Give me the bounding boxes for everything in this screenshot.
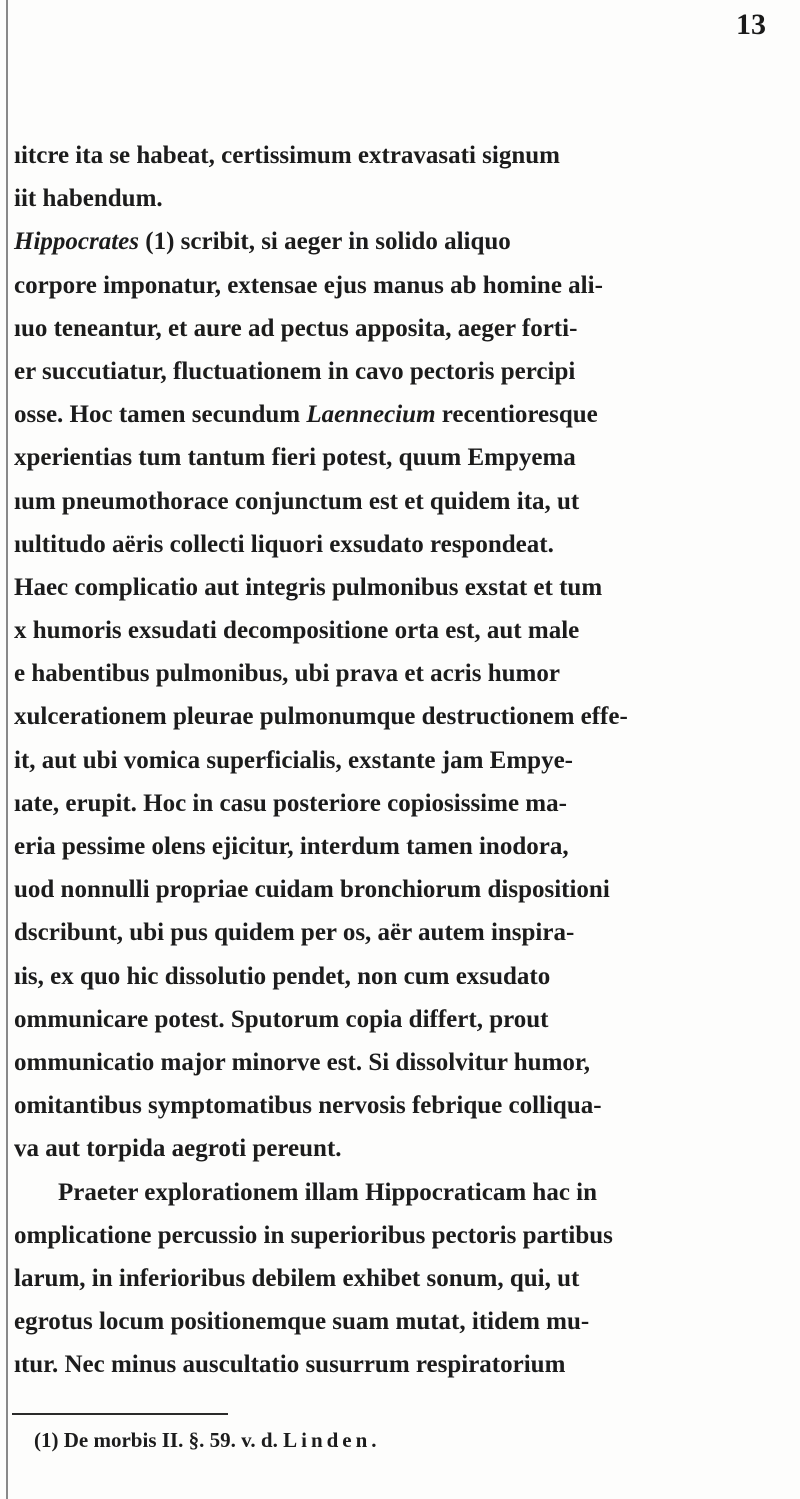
footnote-marker: (1) <box>34 1428 59 1452</box>
text-line: er succutiatur, fluctuationem in cavo pectoris percipi <box>14 357 576 385</box>
text-line: va aut torpida aegroti pereunt. <box>14 1135 342 1163</box>
text-line: it, aut ubi vomica superficialis, exstante jam Empye- <box>14 746 573 774</box>
page-edge-line <box>6 0 8 1499</box>
text-line: xperientias tum tantum fieri potest, quum Empyema <box>14 444 576 472</box>
text-line: ıis, ex quo hic dissolutio pendet, non cum exsudato <box>14 962 551 990</box>
text-line: omitantibus symptomatibus nervosis febrique colliqua- <box>14 1092 602 1120</box>
text-segment: (1) scribit, si aeger in solido aliquo <box>139 228 511 256</box>
footnote-rule <box>12 1413 228 1415</box>
text-line: ıultitudo aëris collecti liquori exsudato respondeat. <box>14 530 554 558</box>
text-line: corpore imponatur, extensae ejus manus ab homine ali- <box>14 271 603 299</box>
text-line: larum, in inferioribus debilem exhibet sonum, qui, ut <box>14 1264 580 1292</box>
text-line: iit habendum. <box>14 185 163 213</box>
text-segment: osse. Hoc tamen secundum <box>14 401 307 429</box>
text-line: Haec complicatio aut integris pulmonibus exstat et tum <box>14 573 603 601</box>
text-line: uod nonnulli propriae cuidam bronchiorum dispositioni <box>14 876 610 904</box>
page-number: 13 <box>736 8 766 41</box>
text-line: ıum pneumothorace conjunctum est et quidem ita, ut <box>14 487 580 515</box>
text-line: egrotus locum positionemque suam mutat, itidem mu- <box>14 1308 590 1336</box>
text-line: Praeter explorationem illam Hippocraticam hac in <box>58 1178 598 1206</box>
footnote <box>34 1428 381 1453</box>
text-line: omplicatione percussio in superioribus pectoris partibus <box>14 1221 613 1249</box>
body-text <box>14 134 800 1386</box>
text-line: ıitcre ita se habeat, certissimum extravasati signum <box>14 142 560 169</box>
italic-name: Hippocrates <box>14 228 139 256</box>
text-segment: recentioresque <box>435 401 598 429</box>
text-line: eria pessime olens ejicitur, interdum tamen inodora, <box>14 833 569 860</box>
text-line: xulcerationem pleurae pulmonumque destructionem effe- <box>14 703 628 731</box>
italic-name: Laennecium <box>306 401 436 429</box>
text-line: dscribunt, ubi pus quidem per os, aër autem inspira- <box>14 919 575 947</box>
text-line <box>14 220 800 263</box>
text-line: ıate, erupit. Hoc in casu posteriore copiosissime ma- <box>14 789 567 817</box>
text-line: ommunicatio major minorve est. Si dissolvitur humor, <box>14 1048 590 1076</box>
text-line: e habentibus pulmonibus, ubi prava et acris humor <box>14 660 560 688</box>
footnote-author: Linden. <box>283 1428 381 1452</box>
footnote-text: De morbis II. §. 59. v. d. <box>63 1428 278 1452</box>
text-line: ıuo teneantur, et aure ad pectus apposita, aeger forti- <box>14 314 578 342</box>
text-line: ıtur. Nec minus auscultatio susurrum respiratorium <box>14 1351 566 1379</box>
text-line: ommunicare potest. Sputorum copia differt, prout <box>14 1005 549 1033</box>
text-line <box>14 393 800 436</box>
text-line: x humoris exsudati decompositione orta est, aut male <box>14 617 580 645</box>
